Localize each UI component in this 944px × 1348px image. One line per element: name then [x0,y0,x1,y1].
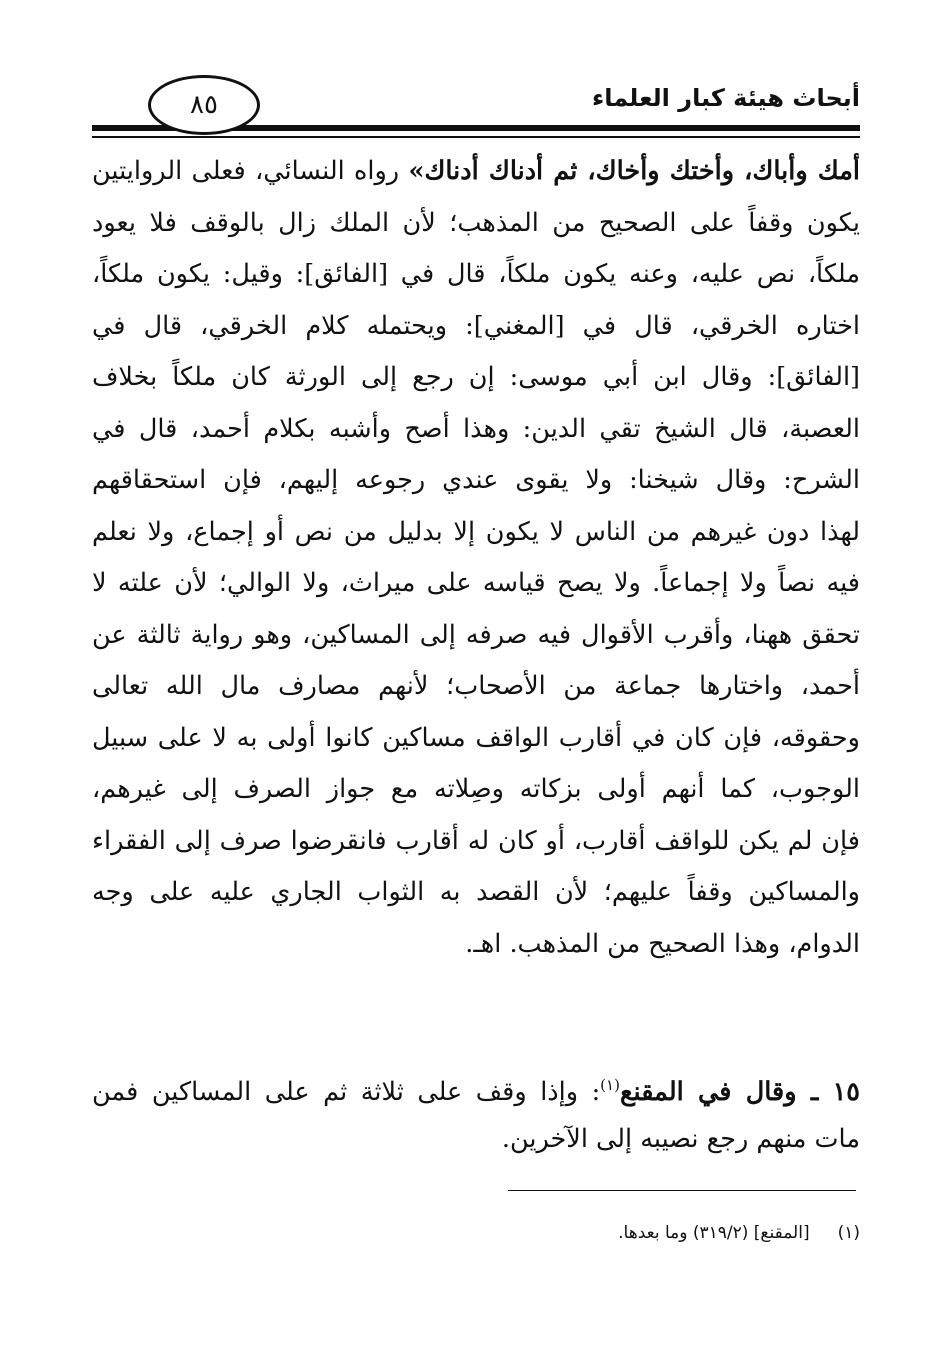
paragraph-numbered [92,1058,860,1166]
text-line: الدوام، وهذا الصحيح من المذهب. اهـ. [465,928,860,959]
header-rule-thin [92,136,860,138]
page-number-badge [148,75,260,135]
text-line: فإن لم يكن للواقف أقارب، أو كان له أقارب فانقرضوا صرف إلى الفقراء [92,825,860,856]
text-span: : وإذا وقف على ثلاثة ثم على المساكين فمن [92,1077,601,1107]
paragraph-main [92,146,860,970]
page-number: ٨٥ [190,90,218,120]
text-line: ملكاً، نص عليه، وعنه يكون ملكاً، قال في [الفائق]: وقيل: يكون ملكاً، [92,259,860,289]
text-line: [الفائق]: وقال ابن أبي موسى: إن رجع إلى الورثة كان ملكاً بخلاف [92,362,860,392]
text-line [92,1058,860,1112]
text-line: وحقوقه، فإن كان في أقارب الواقف مساكين كانوا أولى به لا على سبيل [92,722,860,753]
hadith-quote: أمك وأباك، وأختك وأخاك، ثم أدناك أدناك» [408,156,860,186]
footnote-reference[interactable]: (١) [600,1076,620,1094]
text-line: مات منهم رجع نصيبه إلى الآخرين. [501,1124,860,1154]
item-number-heading: ١٥ ـ وقال في المقنع [619,1077,860,1107]
footnote-number: (١) [837,1223,860,1243]
text-line: أحمد، واختارها جماعة من الأصحاب؛ لأنهم مصارف مال الله تعالى [92,671,860,701]
text-line: فيه نصاً ولا إجماعاً. ولا يصح قياسه على ميراث، ولا الوالي؛ لأن علته لا [92,568,860,598]
text-line: تحقق ههنا، وأقرب الأقوال فيه صرفه إلى المساكين، وهو رواية ثالثة عن [92,619,860,650]
text-line: الوجوب، كما أنهم أولى بزكاته وصِلاته مع جواز الصرف إلى غيرهم، [92,774,860,804]
footnote-separator [508,1190,856,1191]
footnote-text: [المقنع] (٣١٩/٢) وما بعدها. [618,1223,810,1243]
text-line: والمساكين وقفاً عليهم؛ لأن القصد به الثواب الجاري عليه على وجه [92,877,860,907]
text-line: الشرح: وقال شيخنا: ولا يقوى عندي رجوعه إليهم، فإن استحقاقهم [92,465,860,495]
text-line: العصبة، قال الشيخ تقي الدين: وهذا أصح وأشبه بكلام أحمد، قال في [92,413,860,444]
text-line: لهذا دون غيرهم من الناس لا يكون إلا بدليل من نص أو إجماع، ولا نعلم [92,516,860,547]
text-span: رواه النسائي، فعلى الروايتين [92,156,409,186]
running-header-title: أبحاث هيئة كبار العلماء [591,84,860,112]
footnote [618,1223,860,1243]
text-line: اختاره الخرقي، قال في [المغني]: ويحتمله كلام الخرقي، قال في [92,310,860,341]
text-line: يكون وقفاً على الصحيح من المذهب؛ لأن الملك زال بالوقف فلا يعود [92,207,860,238]
text-line [92,146,860,198]
